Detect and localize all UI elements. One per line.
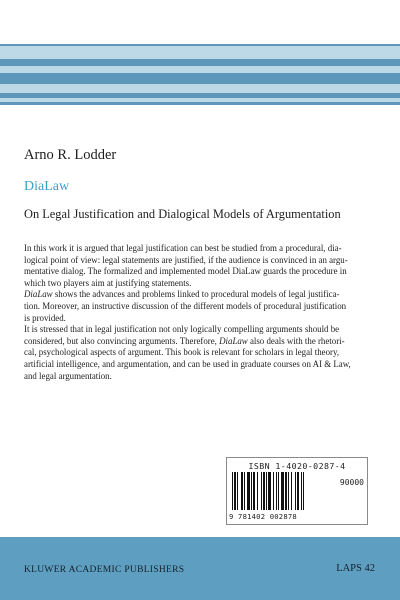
barcode-bar: [295, 472, 296, 510]
description-text: [24, 243, 376, 382]
stripe: [0, 59, 400, 66]
series-label: LAPS 42: [336, 563, 375, 574]
barcode-bar: [253, 472, 255, 510]
decorative-stripes: [0, 0, 400, 108]
description-line: is provided.: [24, 312, 66, 323]
barcode-bar: [241, 472, 243, 510]
stripe: [0, 73, 400, 84]
barcode-bar: [301, 472, 302, 510]
barcode-bar: [234, 472, 236, 510]
barcode-bar: [297, 472, 299, 510]
price-code: 90000: [339, 478, 364, 487]
footer-band: [0, 537, 400, 600]
description-line: In this work it is argued that legal justification can best be studied from a procedural, dia-: [24, 243, 342, 253]
description-line: [24, 336, 376, 348]
author-name: Arno R. Lodder: [24, 147, 117, 163]
barcode-bar: [303, 472, 304, 510]
barcode-bar: [251, 472, 252, 510]
stripe: [0, 46, 400, 59]
barcode-bar: [268, 472, 271, 510]
book-title: DiaLaw: [24, 179, 70, 194]
barcode-bar: [257, 472, 258, 510]
description-line: which two players aim at justifying statements.: [24, 277, 192, 288]
italic-term: DiaLaw: [219, 335, 248, 346]
barcode-icon: [230, 472, 326, 512]
description-fragment: also deals with the rhetori-: [247, 335, 345, 346]
barcode-bar: [266, 472, 267, 510]
description-line: [24, 289, 376, 301]
description-fragment: shows the advances and problems linked to procedural models of legal justifica-: [52, 289, 340, 300]
barcode-bar: [247, 472, 250, 510]
barcode-bar: [285, 472, 287, 510]
stripe: [0, 0, 400, 44]
barcode-bar: [232, 472, 233, 510]
description-line: mentative dialog. The formalized and implemented model DiaLaw guards the procedure in: [24, 266, 347, 277]
barcode-bar: [244, 472, 245, 510]
ean-number: 9 781402 002878: [229, 512, 297, 521]
isbn-barcode-box: [226, 457, 368, 525]
stripe: [0, 84, 400, 93]
description-fragment: considered, but also convincing arguments. Therefore,: [24, 335, 220, 346]
barcode-bar: [273, 472, 274, 510]
stripe: [0, 66, 400, 73]
book-subtitle: On Legal Justification and Dialogical Models of Argumentation: [24, 207, 341, 221]
publisher-name: KLUWER ACADEMIC PUBLISHERS: [24, 565, 185, 575]
description-line: It is stressed that in legal justification not only logically compelling arguments should be: [24, 324, 340, 335]
barcode-bar: [276, 472, 277, 510]
barcode-bar: [291, 472, 292, 510]
description-line: logical point of view: legal statements are justified, if the audience is convinced in an argu-: [24, 254, 348, 265]
description-line: tion. Moreover, an instructive discussion of the different models of procedural justification: [24, 300, 347, 311]
stripe: [0, 102, 400, 105]
description-line: cal, psychological aspects of argument. This book is relevant for scholars in legal theory,: [24, 347, 340, 358]
barcode-bar: [261, 472, 262, 510]
isbn-label: ISBN 1-4020-0287-4: [248, 461, 346, 471]
description-line: artificial intelligence, and argumentation, and can be used in graduate courses on AI & Law,: [24, 358, 351, 369]
barcode-bar: [288, 472, 289, 510]
barcode-bar: [237, 472, 238, 510]
barcode-bar: [263, 472, 265, 510]
barcode-bar: [281, 472, 284, 510]
barcode-bar: [278, 472, 279, 510]
description-line: and legal argumentation.: [24, 370, 112, 381]
italic-term: DiaLaw: [24, 289, 53, 300]
